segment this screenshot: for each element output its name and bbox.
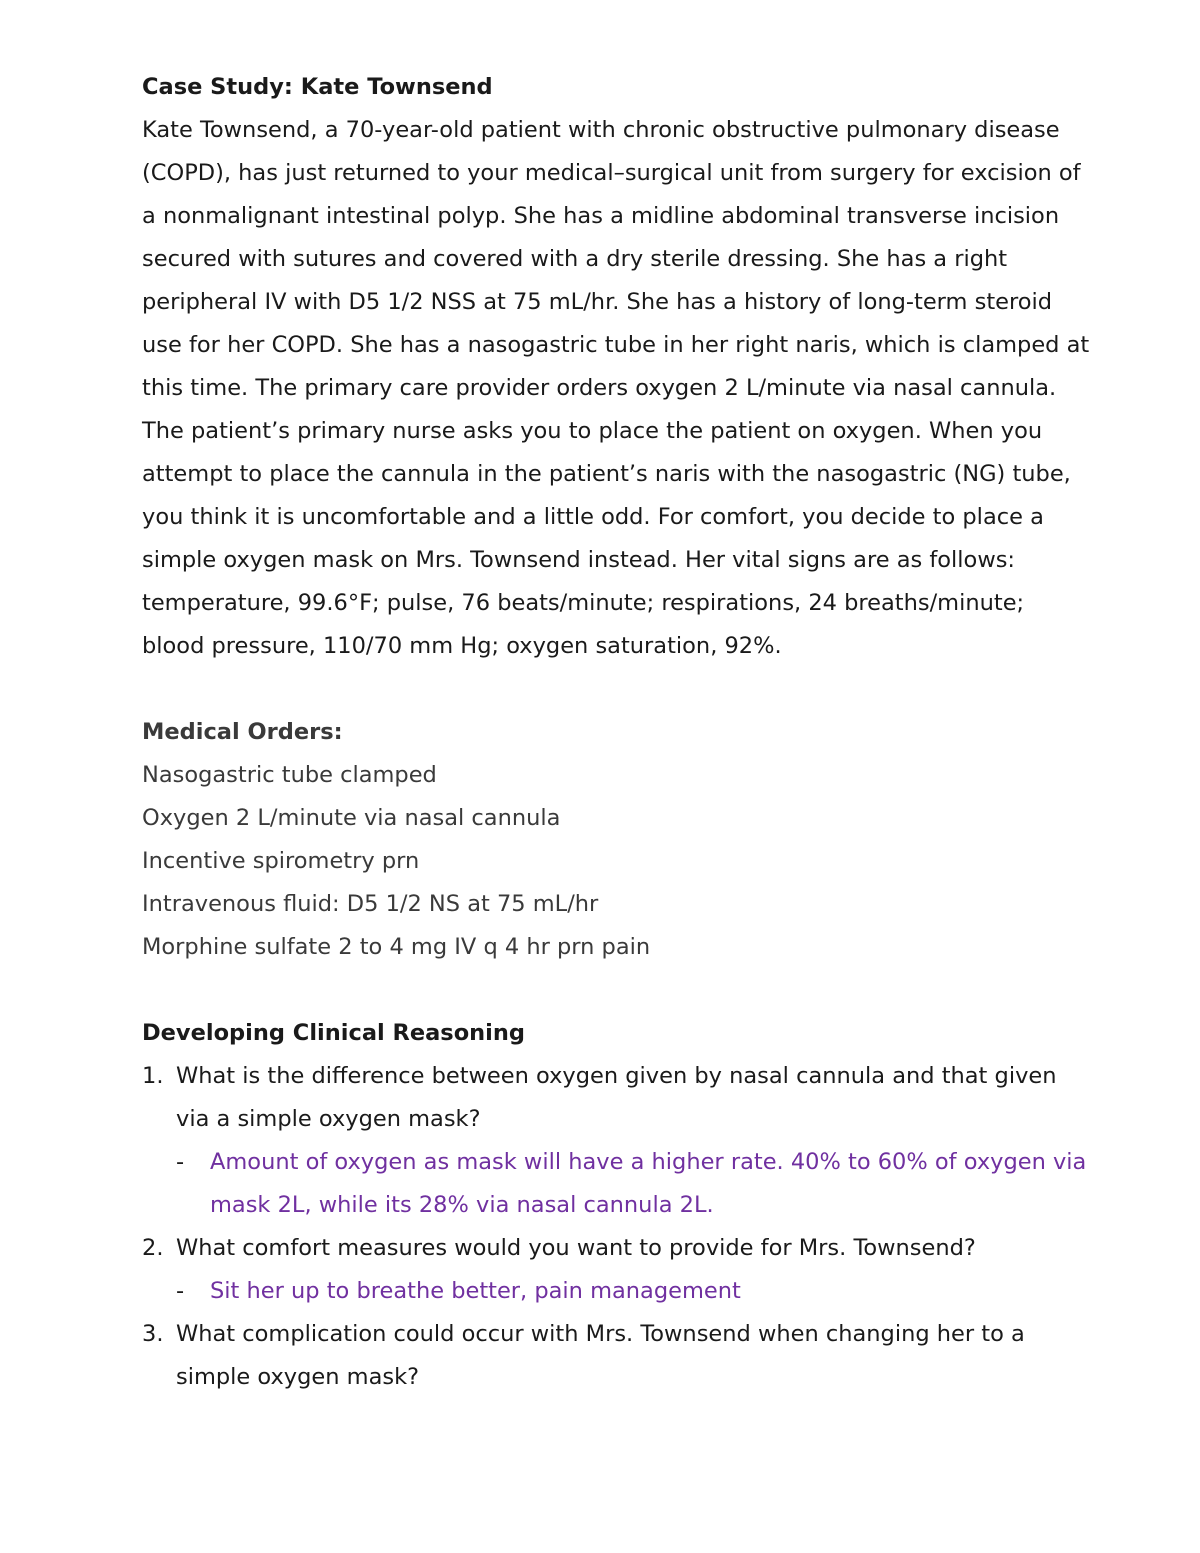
spacer	[142, 668, 1090, 711]
answer-dash: -	[176, 1278, 185, 1304]
medical-orders-heading: Medical Orders:	[142, 719, 343, 745]
answer	[142, 1141, 1090, 1227]
answer	[142, 1270, 1090, 1313]
question-text: What is the difference between oxygen given by nasal cannula and that given via a simple oxygen mask?	[176, 1063, 1057, 1132]
question-number: 2.	[142, 1235, 164, 1261]
case-description: Kate Townsend, a 70-year-old patient with chronic obstructive pulmonary disease (COPD), has just returned to your medical–surgical unit from surgery for excision of a nonmalignant intestinal polyp. She has a midline abdominal transverse incision secured with sutures and covered with a dry sterile dressing. She has a right peripheral IV with D5 1/2 NSS at 75 mL/hr. She has a history of long-term steroid use for her COPD. She has a nasogastric tube in her right naris, which is clamped at this time. The primary care provider orders oxygen 2 L/minute via nasal cannula. The patient’s primary nurse asks you to place the patient on oxygen. When you attempt to place the cannula in the patient’s naris with the nasogastric (NG) tube, you think it is uncomfortable and a little odd. For comfort, you decide to place a simple oxygen mask on Mrs. Townsend instead. Her vital signs are as follows: temperature, 99.6°F; pulse, 76 beats/minute; respirations, 24 breaths/minute; blood pressure, 110/70 mm Hg; oxygen saturation, 92%.	[142, 117, 1090, 659]
answer-dash: -	[176, 1149, 185, 1175]
answer-text: Sit her up to breathe better, pain management	[210, 1278, 741, 1304]
question	[142, 1055, 1090, 1141]
question-number: 1.	[142, 1063, 164, 1089]
spacer	[142, 969, 1090, 1012]
answer-text: Amount of oxygen as mask will have a higher rate. 40% to 60% of oxygen via mask 2L, while its 28% via nasal cannula 2L.	[210, 1149, 1087, 1218]
case-title: Case Study: Kate Townsend	[142, 74, 493, 100]
question-list	[142, 1055, 1090, 1399]
question-item	[142, 1055, 1090, 1227]
question-text: What complication could occur with Mrs. Townsend when changing her to a simple oxygen mask?	[176, 1321, 1025, 1390]
question-item	[142, 1313, 1090, 1399]
medical-orders-list	[142, 754, 1090, 969]
order-item: Incentive spirometry prn	[142, 848, 420, 874]
question-item	[142, 1227, 1090, 1313]
question-number: 3.	[142, 1321, 164, 1347]
clinical-reasoning-heading: Developing Clinical Reasoning	[142, 1020, 526, 1046]
question	[142, 1313, 1090, 1399]
question-text: What comfort measures would you want to provide for Mrs. Townsend?	[176, 1235, 976, 1261]
question	[142, 1227, 1090, 1270]
order-item: Intravenous fluid: D5 1/2 NS at 75 mL/hr	[142, 891, 599, 917]
order-item: Morphine sulfate 2 to 4 mg IV q 4 hr prn pain	[142, 934, 651, 960]
order-item: Oxygen 2 L/minute via nasal cannula	[142, 805, 561, 831]
order-item: Nasogastric tube clamped	[142, 762, 437, 788]
